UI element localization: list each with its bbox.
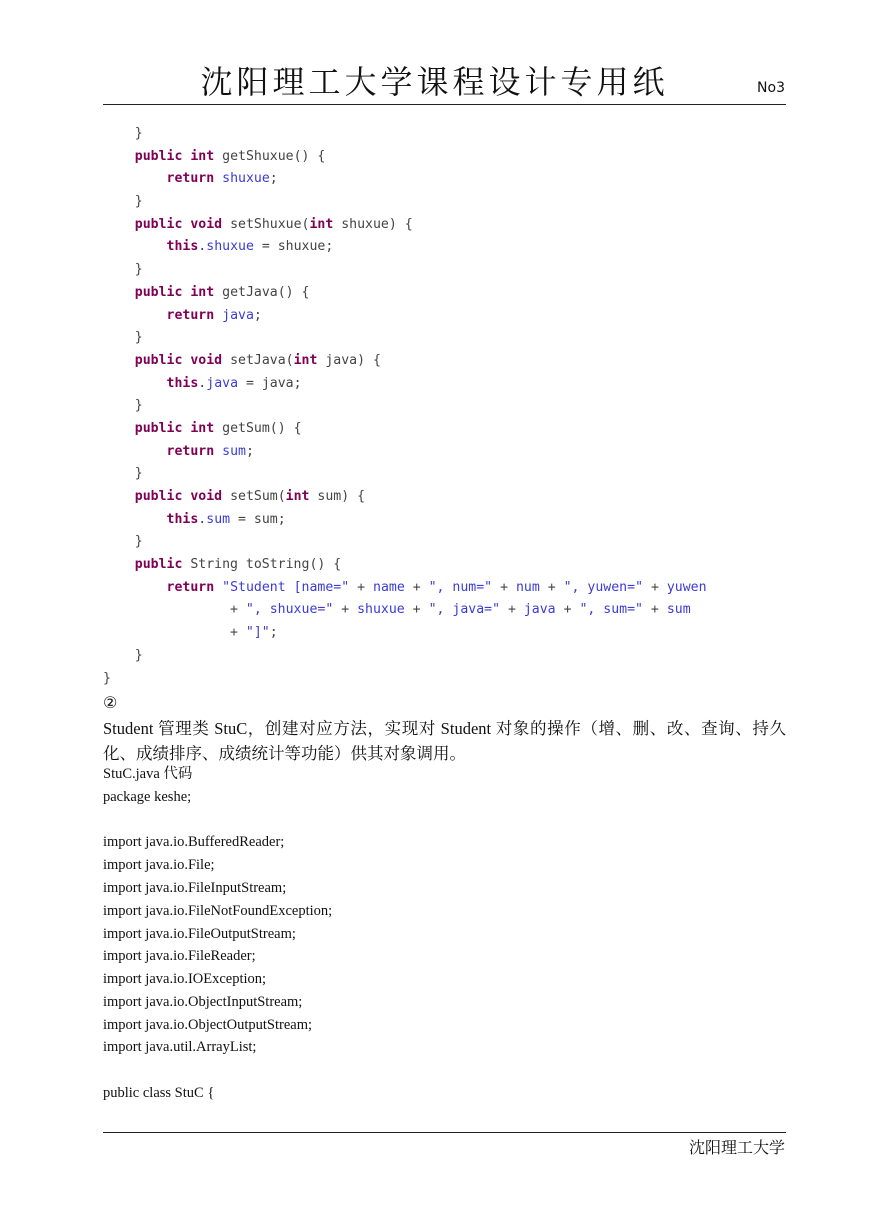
header-rule [103, 104, 786, 105]
code-token: shuxue [222, 171, 270, 187]
code-token: public [134, 420, 183, 436]
code-token: return [166, 443, 215, 459]
code-token: return [166, 579, 215, 595]
code-token: ", shuxue=" [245, 602, 334, 618]
code-token: } [103, 194, 143, 210]
code-token: . [198, 375, 207, 391]
code-token: java [222, 307, 254, 323]
code-token: num [515, 579, 540, 595]
code-token: sum [222, 443, 246, 459]
code-token: + [103, 602, 246, 618]
code-token: + [555, 602, 580, 618]
code-token: void [190, 352, 223, 368]
code-token: ", yuwen=" [563, 579, 644, 595]
code-token: + [643, 579, 667, 595]
code-token: int [190, 420, 215, 436]
code-token: String toString() { [182, 557, 342, 573]
code-token: shuxue) { [333, 216, 413, 232]
code-token: java [206, 375, 239, 391]
code-token: } [103, 466, 143, 482]
import-line: import java.io.ObjectInputStream; [103, 994, 303, 1010]
section-marker: ② [103, 695, 118, 712]
import-line: import java.io.BufferedReader; [103, 834, 285, 850]
section-paragraph: Student 管理类 StuC，创建对应方法，实现对 Student 对象的操作（增、删、改、查询、持久化、成绩排序、成绩统计等功能）供其对象调用。 [103, 719, 786, 763]
code-token: + [642, 602, 667, 618]
import-line: import java.io.FileOutputStream; [103, 926, 296, 942]
code-token: getShuxue() { [214, 148, 326, 164]
code-token: java) { [317, 352, 381, 368]
code-token [214, 444, 222, 459]
code-line [103, 259, 793, 282]
import-line: import java.util.ArrayList; [103, 1039, 257, 1055]
code-line [103, 554, 793, 577]
code-token [103, 285, 135, 300]
code-token: } [103, 534, 143, 550]
code-token: = java; [238, 375, 302, 391]
code-token: + [539, 579, 564, 595]
code-line [103, 486, 793, 509]
code-token: sum) { [309, 489, 366, 504]
code-token: shuxue [357, 602, 405, 618]
code-token: "]" [245, 625, 270, 641]
code-line [103, 373, 793, 396]
code-token: . [198, 239, 207, 255]
code-token: void [190, 216, 223, 232]
code-token: ; [269, 625, 278, 641]
code-line [103, 645, 793, 668]
code-token: this [166, 511, 199, 527]
code-token: public [134, 284, 183, 300]
code-line [103, 214, 793, 237]
import-line: import java.io.FileInputStream; [103, 880, 287, 896]
code-token: int [190, 148, 215, 164]
code-token [103, 149, 135, 164]
code-token: void [190, 489, 223, 504]
code-line [103, 146, 793, 169]
code-token: this [166, 239, 199, 255]
code-line [103, 395, 793, 418]
code-block [103, 123, 793, 690]
code-token: ", sum=" [579, 602, 643, 618]
code-line [103, 191, 793, 214]
code-token: } [103, 670, 111, 686]
code-token [103, 239, 167, 254]
code-token: + [404, 579, 429, 595]
code-token: name [373, 579, 405, 595]
code-token: setSum( [222, 489, 286, 504]
code-token [103, 489, 135, 504]
file-label: StuC.java 代码 [103, 766, 193, 782]
import-line: import java.io.File; [103, 857, 215, 873]
code-token: int [285, 489, 310, 504]
code-token: = sum; [230, 511, 286, 527]
footer-university: 沈阳理工大学 [688, 1138, 785, 1157]
code-token: } [103, 262, 143, 278]
code-token: ", java=" [428, 602, 501, 618]
code-token: + [492, 579, 516, 595]
import-line: import java.io.FileReader; [103, 948, 256, 964]
code-token: return [166, 307, 215, 323]
code-token: ; [269, 171, 278, 187]
code-token [103, 557, 135, 572]
code-token [103, 171, 167, 186]
code-token: ", num=" [428, 579, 493, 595]
import-line: import java.io.FileNotFoundException; [103, 903, 333, 919]
footer-rule [103, 1132, 786, 1133]
code-token: sum [206, 511, 231, 527]
code-token: } [103, 398, 143, 414]
code-token [214, 171, 222, 186]
code-token: return [166, 171, 215, 187]
code-token: this [166, 375, 199, 391]
code-token [214, 308, 222, 323]
code-line [103, 599, 793, 622]
code-token: } [103, 647, 143, 663]
code-line [103, 509, 793, 532]
code-token: setShuxue( [222, 216, 310, 232]
code-token: java [523, 602, 556, 618]
code-token [103, 308, 167, 323]
code-token: + [333, 602, 358, 618]
code-token: ; [245, 443, 254, 459]
code-token: + [500, 602, 524, 618]
code-token: public [134, 489, 183, 504]
code-token: = shuxue; [253, 239, 334, 255]
package-line: package keshe; [103, 789, 192, 805]
code-token: + [349, 579, 373, 595]
code-token [103, 512, 167, 527]
code-line [103, 282, 793, 305]
code-token: shuxue [206, 239, 254, 255]
code-token [103, 353, 135, 368]
code-token: public [134, 557, 183, 573]
code-line [103, 327, 793, 350]
code-token [103, 580, 167, 595]
code-token: getJava() { [214, 284, 310, 300]
code-token: + [404, 602, 429, 618]
code-line [103, 463, 793, 486]
code-token: ; [253, 307, 262, 323]
code-token [103, 376, 167, 391]
code-token: int [293, 352, 318, 368]
code-line [103, 622, 793, 645]
code-token: public [134, 352, 183, 368]
code-token: int [190, 284, 215, 300]
code-line [103, 441, 793, 464]
code-line [103, 305, 793, 328]
code-token: sum [666, 602, 691, 618]
page-header-title: 沈阳理工大学课程设计专用纸 [200, 63, 669, 101]
code-line [103, 531, 793, 554]
page-number: No3 [757, 80, 785, 96]
code-token [103, 217, 135, 232]
code-token: setJava( [222, 352, 294, 368]
code-line [103, 123, 793, 146]
code-token: } [103, 126, 143, 141]
class-declaration-line: public class StuC { [103, 1085, 215, 1101]
code-token: . [198, 511, 207, 527]
code-token: public [134, 216, 183, 232]
code-token [103, 421, 135, 436]
code-token: } [103, 330, 143, 346]
code-token [214, 580, 222, 595]
code-token: + [103, 625, 246, 641]
code-token: getSum() { [214, 420, 302, 436]
code-token: yuwen [666, 579, 707, 595]
code-line [103, 418, 793, 441]
code-token [103, 444, 167, 459]
code-line [103, 236, 793, 259]
import-line: import java.io.IOException; [103, 971, 267, 987]
code-token: public [134, 148, 183, 164]
code-token: int [309, 216, 334, 232]
code-line [103, 577, 793, 600]
code-line [103, 350, 793, 373]
code-line [103, 168, 793, 191]
code-token: "Student [name=" [222, 579, 350, 595]
import-line: import java.io.ObjectOutputStream; [103, 1017, 312, 1033]
code-line [103, 668, 793, 691]
